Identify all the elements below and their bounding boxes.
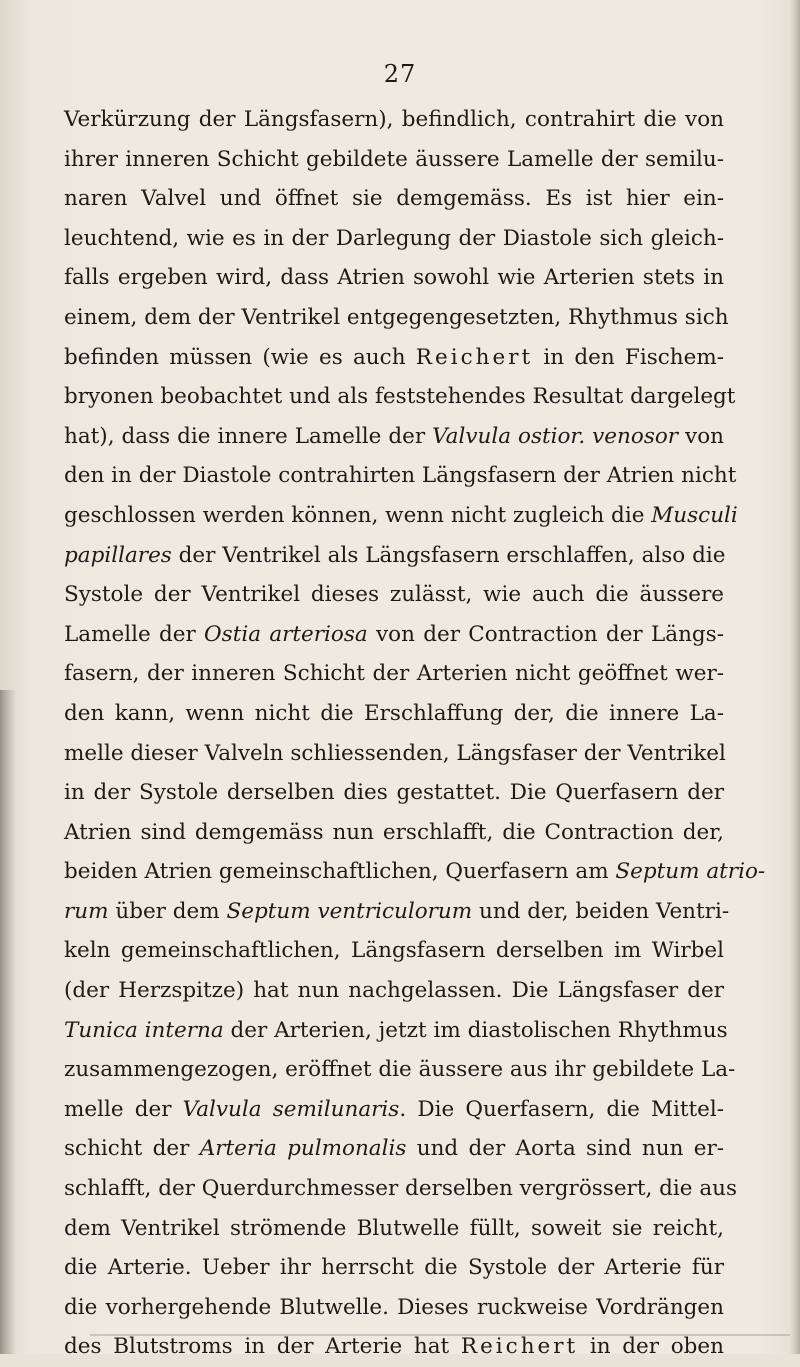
text-line: papillares der Ventrikel als Längsfasern erschlaffen, also die xyxy=(64,542,726,568)
text-line: schicht der Arteria pulmonalis und der Aorta sind nun er- xyxy=(64,1136,724,1162)
text-line: (der Herzspitze) hat nun nachgelassen. Die Längsfaser der xyxy=(64,978,724,1004)
text-line: Atrien sind demgemäss nun erschlafft, die Contraction der, xyxy=(64,819,724,845)
text-line: bryonen beobachtet und als feststehendes Resultat dargelegt xyxy=(64,384,736,410)
page-edge xyxy=(790,0,800,1354)
text-line: Tunica interna der Arterien, jetzt im diastolischen Rhythmus xyxy=(64,1017,728,1043)
latin-term: Musculi xyxy=(651,502,738,528)
text-line: in der Systole derselben dies gestattet. Die Querfasern der xyxy=(64,780,724,806)
text-line: falls ergeben wird, dass Atrien sowohl wie Arterien stets in xyxy=(64,265,724,291)
text-line: die vorhergehende Blutwelle. Dieses ruckweise Vordrängen xyxy=(64,1294,724,1320)
text-line: melle der Valvula semilunaris. Die Querfasern, die Mittel- xyxy=(64,1096,724,1122)
latin-term: Septum atrio- xyxy=(615,859,766,885)
text-line: die Arterie. Ueber ihr herrscht die Systole der Arterie für xyxy=(64,1255,724,1281)
latin-term: Ostia arteriosa xyxy=(204,621,368,647)
author-name: Reichert xyxy=(460,1334,579,1360)
text-line: naren Valvel und öffnet sie demgemäss. Es ist hier ein- xyxy=(64,186,724,212)
text-line: beiden Atrien gemeinschaftlichen, Querfasern am Septum atrio- xyxy=(64,859,766,885)
body-text xyxy=(64,100,766,1367)
text-line: hat), dass die innere Lamelle der Valvula ostior. venosor von xyxy=(64,423,724,449)
page-number: 27 xyxy=(383,60,417,88)
author-name: Reichert xyxy=(415,344,534,370)
text-line: den in der Diastole contrahirten Längsfasern der Atrien nicht xyxy=(64,463,737,489)
text-line: des Blutstroms in der Arterie hat Reichert in der oben xyxy=(64,1334,724,1360)
latin-term: Arteria pulmonalis xyxy=(199,1136,407,1162)
latin-term: papillares xyxy=(64,542,172,568)
text-line: befinden müssen (wie es auch Reichert in den Fischem- xyxy=(64,344,724,370)
latin-term: Tunica interna xyxy=(64,1017,224,1043)
text-line: Lamelle der Ostia arteriosa von der Contraction der Längs- xyxy=(64,621,724,647)
gutter-shadow xyxy=(0,690,16,1354)
text-line: dem Ventrikel strömende Blutwelle füllt, soweit sie reicht, xyxy=(64,1215,724,1241)
text-line: ihrer inneren Schicht gebildete äussere Lamelle der semilu- xyxy=(64,146,724,172)
text-line: schlafft, der Querdurchmesser derselben vergrössert, die aus xyxy=(64,1176,738,1202)
text-line: rum über dem Septum ventriculorum und der, beiden Ventri- xyxy=(64,898,730,924)
text-line: geschlossen werden können, wenn nicht zugleich die Musculi xyxy=(64,502,738,528)
text-line: melle dieser Valveln schliessenden, Längsfaser der Ventrikel xyxy=(64,740,726,766)
text-line: Systole der Ventrikel dieses zulässt, wie auch die äussere xyxy=(64,582,724,608)
text-line: leuchtend, wie es in der Darlegung der Diastole sich gleich- xyxy=(64,225,724,251)
text-line: zusammengezogen, eröffnet die äussere aus ihr gebildete La- xyxy=(64,1057,736,1083)
text-line: fasern, der inneren Schicht der Arterien nicht geöffnet wer- xyxy=(64,661,724,687)
text-line: einem, dem der Ventrikel entgegengesetzten, Rhythmus sich xyxy=(64,304,729,330)
text-line: Verkürzung der Längsfasern), befindlich, contrahirt die von xyxy=(64,107,724,132)
latin-term: Septum ventriculorum xyxy=(226,898,473,924)
latin-term: rum xyxy=(64,898,109,924)
text-line: keln gemeinschaftlichen, Längsfasern derselben im Wirbel xyxy=(64,938,724,964)
latin-term: Valvula ostior. venosor xyxy=(432,423,679,449)
text-line: den kann, wenn nicht die Erschlaffung der, die innere La- xyxy=(64,700,724,726)
latin-term: Valvula semilunaris xyxy=(182,1096,400,1122)
